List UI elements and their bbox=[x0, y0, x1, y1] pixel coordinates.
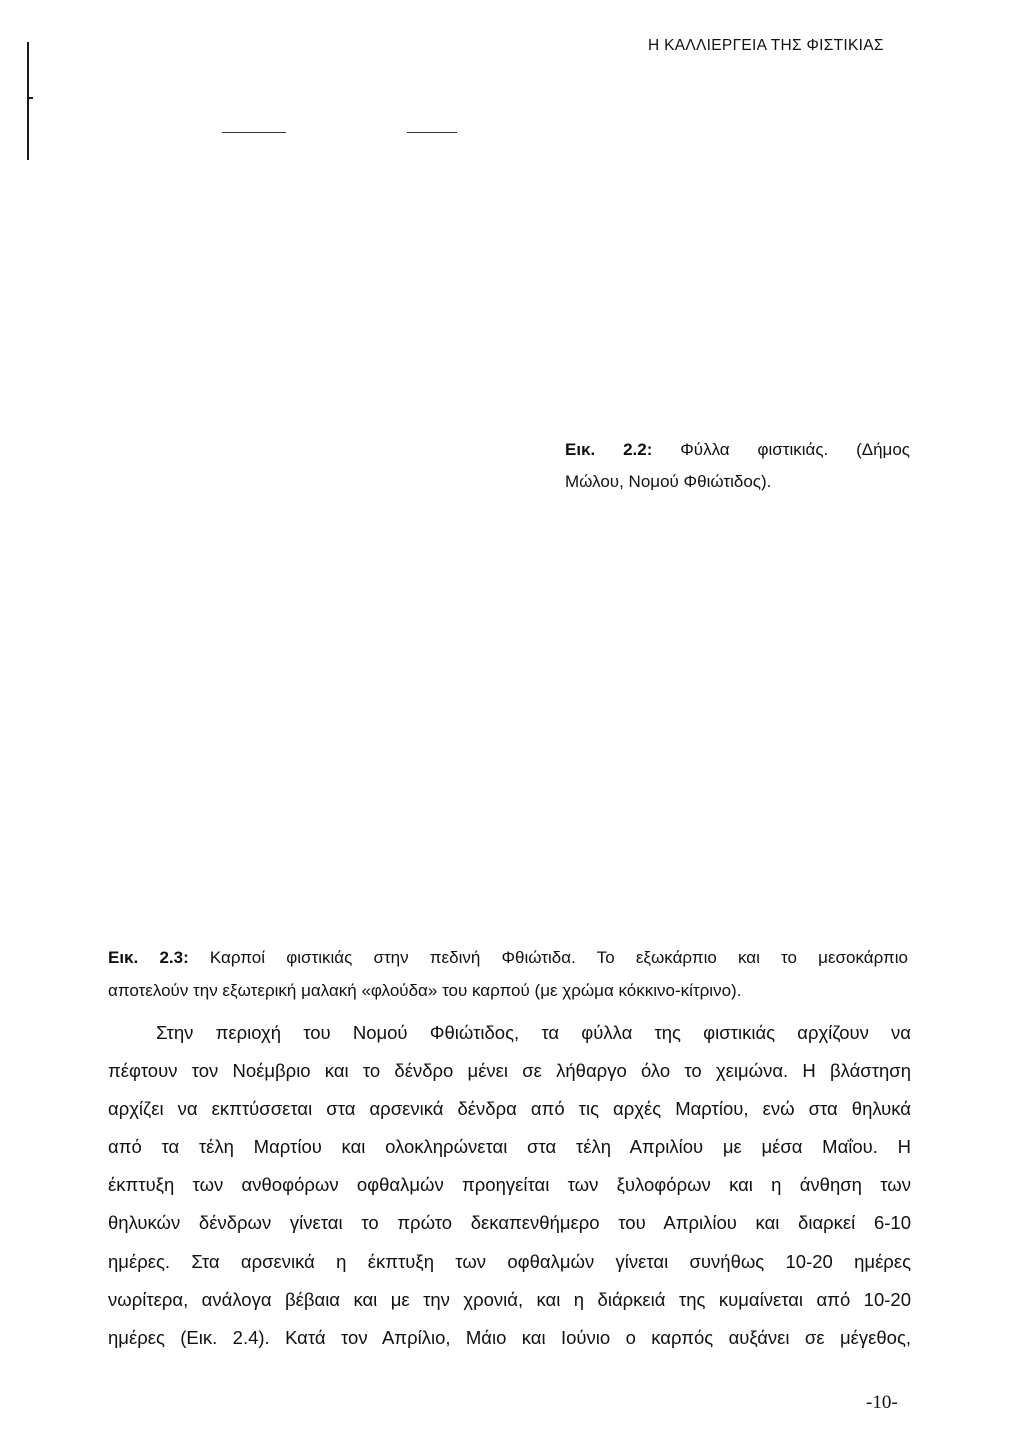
figure-divider-left bbox=[222, 132, 286, 133]
figure-2-2-caption-line: Μώλου, Νομού Φθιώτιδος). bbox=[565, 472, 772, 491]
running-header: Η ΚΑΛΛΙΕΡΓΕΙΑ ΤΗΣ ΦΙΣΤΙΚΙΑΣ bbox=[648, 37, 884, 54]
figure-2-2-text: Φύλλα φιστικιάς. (Δήμος bbox=[680, 440, 910, 459]
figure-2-2-caption bbox=[565, 434, 910, 498]
figure-divider-right bbox=[407, 132, 457, 133]
margin-rule bbox=[27, 42, 29, 160]
figure-2-3-caption-line bbox=[108, 941, 908, 974]
paragraph-line: θηλυκών δένδρων γίνεται το πρώτο δεκαπενθήμερο του Απριλίου και διαρκεί 6-10 bbox=[108, 1212, 911, 1234]
paragraph-line: έκπτυξη των ανθοφόρων οφθαλμών προηγείται των ξυλοφόρων και η άνθηση των bbox=[108, 1174, 911, 1196]
figure-2-2-label: Εικ. 2.2: bbox=[565, 440, 653, 459]
figure-2-3-text: Καρποί φιστικιάς στην πεδινή Φθιώτιδα. Το εξωκάρπιο και το μεσοκάρπιο bbox=[209, 948, 908, 967]
paragraph-line: ημέρες (Εικ. 2.4). Κατά τον Απρίλιο, Μάιο και Ιούνιο ο καρπός αυξάνει σε μέγεθος, bbox=[108, 1326, 911, 1348]
page-number: -10- bbox=[866, 1392, 898, 1413]
figure-2-3-caption-line: αποτελούν την εξωτερική μαλακή «φλούδα» του καρπού (με χρώμα κόκκινο-κίτρινο). bbox=[108, 981, 742, 1000]
paragraph-line: νωρίτερα, ανάλογα βέβαια και με την χρονιά, και η διάρκειά της κυμαίνεται από 10-20 bbox=[108, 1288, 911, 1310]
paragraph-line: Στην περιοχή του Νομού Φθιώτιδος, τα φύλλα της φιστικιάς αρχίζουν να bbox=[156, 1022, 911, 1043]
figure-2-3-caption bbox=[108, 941, 908, 1007]
figure-2-3-label: Εικ. 2.3: bbox=[108, 948, 189, 967]
paragraph-line: ημέρες. Στα αρσενικά η έκπτυξη των οφθαλμών γίνεται συνήθως 10-20 ημέρες bbox=[108, 1250, 911, 1272]
figure-2-2-caption-line bbox=[565, 434, 910, 466]
body-paragraph bbox=[108, 1014, 911, 1357]
margin-tick bbox=[27, 97, 33, 99]
paragraph-line: πέφτουν τον Νοέμβριο και το δένδρο μένει σε λήθαργο όλο το χειμώνα. Η βλάστηση bbox=[108, 1060, 911, 1082]
paragraph-line: από τα τέλη Μαρτίου και ολοκληρώνεται στα τέλη Απριλίου με μέσα Μαΐου. Η bbox=[108, 1136, 911, 1158]
paragraph-line: αρχίζει να εκπτύσσεται στα αρσενικά δένδρα από τις αρχές Μαρτίου, ενώ στα θηλυκά bbox=[108, 1098, 911, 1120]
